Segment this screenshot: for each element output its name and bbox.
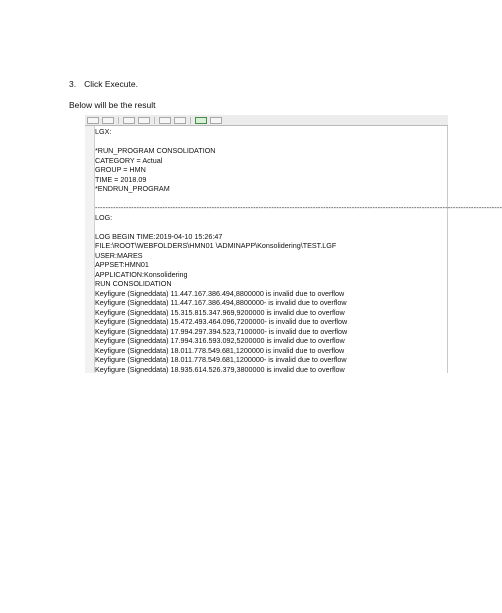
toolbar-button-icon[interactable] [102, 117, 114, 124]
log-line: APPSET:HMN01 [95, 260, 149, 269]
toolbar-separator [118, 117, 119, 124]
log-line: Keyfigure (Signeddata) 17.994.316.593.092,5200000 is invalid due to overflow [95, 336, 345, 345]
toolbar-button-icon[interactable] [87, 117, 99, 124]
log-line: Keyfigure (Signeddata) 18.011.778.549.681,1200000 is invalid due to overflow [95, 345, 345, 355]
toolbar [85, 115, 448, 126]
lgx-line: GROUP = HMN [95, 165, 146, 174]
log-line: Keyfigure (Signeddata) 17.994.297.394.523,7100000- is invalid due to overflow [95, 326, 348, 336]
log-line: USER:MARES [95, 250, 143, 260]
log-line: Keyfigure (Signeddata) 15.315.815.347.969,9200000 is invalid due to overflow [95, 307, 345, 317]
log-line: Keyfigure (Signeddata) 11.447.167.386.494,8800000- is invalid due to overflow [95, 298, 347, 307]
log-content [95, 127, 502, 374]
log-line: FILE:\ROOT\WEBFOLDERS\HMN01 \ADMINAPP\Konsolidering\TEST.LGF [95, 241, 337, 250]
lgx-header: LGX: [95, 127, 112, 136]
lgx-line: TIME = 2018.09 [95, 174, 147, 184]
log-screenshot [85, 115, 502, 374]
lgx-line: *ENDRUN_PROGRAM [95, 184, 170, 193]
step-number: 3. [69, 79, 77, 89]
toolbar-separator [190, 117, 191, 124]
toolbar-button-icon[interactable] [174, 117, 186, 124]
log-line: Keyfigure (Signeddata) 11.447.167.386.494,8800000 is invalid due to overflow [95, 288, 345, 298]
step-instruction [69, 79, 138, 89]
log-line: Keyfigure (Signeddata) 18.935.614.526.379,3800000 is invalid due to overflow [95, 364, 345, 374]
log-line: Keyfigure (Signeddata) 15.472.493.464.096,7200000- is invalid due to overflow [95, 317, 348, 326]
toolbar-button-icon[interactable] [123, 117, 135, 124]
separator-line: ------------------------------------------------------------------------------------------------------------------------------------------------------------- [95, 203, 502, 212]
gutter [85, 126, 95, 373]
log-line: APPLICATION:Konsolidering [95, 269, 188, 279]
toolbar-button-icon[interactable] [138, 117, 150, 124]
toolbar-export-icon[interactable] [195, 117, 207, 124]
toolbar-button-icon[interactable] [210, 117, 222, 124]
toolbar-button-icon[interactable] [159, 117, 171, 124]
log-line: RUN CONSOLIDATION [95, 279, 172, 288]
lgx-line: CATEGORY = Actual [95, 155, 163, 165]
intro-text: Below will be the result [69, 100, 156, 110]
toolbar-separator [154, 117, 155, 124]
log-line: LOG BEGIN TIME:2019-04-10 15:26:47 [95, 231, 223, 241]
log-line: Keyfigure (Signeddata) 18.011.778.549.681,1200000- is invalid due to overflow [95, 355, 347, 364]
log-header: LOG: [95, 212, 113, 222]
step-text: Click Execute. [84, 79, 138, 89]
lgx-line: *RUN_PROGRAM CONSOLIDATION [95, 146, 216, 155]
